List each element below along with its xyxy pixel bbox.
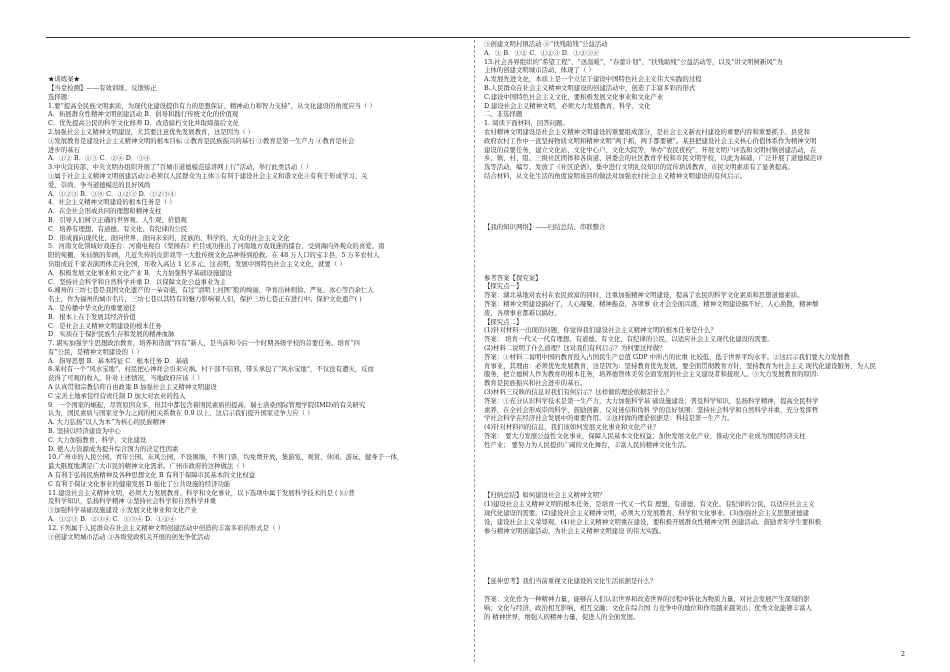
right-blank-space (484, 535, 900, 577)
right-text-line: 响；文化与经济、政治相互影响，相互交融；文化在综合国 力竞争中的地位和作用越来越突出；优秀文化能够丰富人 (484, 603, 812, 612)
left-text-line: 【当堂检测】——有效训练、反馈矫正 (48, 83, 157, 92)
left-text-line: D．形成面向现代化、面向世界、面向未来的，民族的、科学的、大众的社会主义文化 (48, 233, 290, 242)
right-text-line: 现代化建设的需要。(2)建设社会主义精神文明，必须大力发展教育、科学和文化事业。(3)加强社会主义思想道德建 (484, 509, 809, 518)
right-text-line: 答案： 培育一代又一代有理想、有道德、有文化、有纪律的公民，以适应社会主义现代化建设的需要。 (484, 335, 774, 344)
right-text-line: 答案：湖北基地对农村在农民致富的同时，注重加强精神文明建设，提高了农民的科学文化素质和思想道德素质。 (484, 291, 804, 300)
right-text-line: 设，建设社会主义荣辱观。(4)社会主义精神文明重在建设，要积极开展群众性精神文明 创建活动。鼓励青年学生要积极 (484, 517, 822, 526)
right-blank-space (484, 232, 900, 274)
left-text-line: A. 大力弘扬“以人为本”为核心的民族精神 (48, 418, 166, 427)
left-spacer (48, 58, 468, 67)
left-text-line: C．优先提高公民的科学文化修养 D．改造腐朽文化并取缔落后文化 (48, 119, 239, 128)
left-text-line: 2.加强社会主义精神文明建设，尤其要注意优先发展教育，这是因为（ ） (48, 127, 255, 136)
left-text-line: A．指导思想 B．基本特征 C．根本任务 D．基础 (48, 356, 189, 365)
left-text-line: A．①②③ B．③④ C．①②③ D．①②③④ (48, 189, 176, 198)
right-text-line: 答案： 要大力发展公益性文化事业，保障人民基本文化权益；加快发展文化产业，推动文化产业成为国民经济支柱 (484, 431, 806, 440)
right-text-line: 【延伸思考】我们当前重视文化建设的文化生活依据是什么？ (484, 577, 657, 586)
left-text-line: 员组成近千家表演团体走向全国，年收入高达 1 亿多元。这表明，发展中国特色社会主义文化，就要（ ） (48, 259, 346, 268)
right-text-line: 建设的首要任务，建立文化站、文化中心户、文化大院等，举办“农民夜校”，开展文明户评选和文明村镇创建活动，在 (484, 145, 817, 154)
right-text-line: 参与精神文明创建活动，为社会主义精神文明建设 的伟大实践。 (484, 526, 665, 535)
right-text-line: 答案：文化作为一种精神力量，能够在人们认识世界和改造世界的过程中转化为物质力量，对社会发展产生深刻的影 (484, 595, 810, 604)
left-text-line: C．坚持社会科学和自然科学并重 D．以保障文化公益事业为主 (48, 277, 227, 286)
left-text-line: B. 坚持以经济建设为中心 (48, 427, 121, 436)
left-text-line: 6.湘州的三坊七巷是我国文化遗产的一朵奇葩，有过“清明上河图”般的绚丽，孕育出林则徐、严复、冰心等百余仁人 (48, 286, 374, 295)
right-column (484, 40, 900, 621)
right-text-line: 素养，在全社会形成崇尚科学、鼓励创新、反对迷信和伪科 学的良好氛围；坚持社会科学和自然科学并重，充分发挥哲 (484, 405, 819, 414)
left-text-line: 5．河南文化领域好戏连台：河南电视台《梨园春》栏目成功推出了河南地方戏戏迷的擂台，受到海内外观众的喜爱。南 (48, 242, 385, 251)
right-text-line: 性产业； 要努力为人民提供广阔的文化舞台，丰富人民的精神文化生活。 (484, 440, 691, 449)
right-text-line: (4)针对材料四的信息，我们该如何发展文化事业和文化产业？ (484, 423, 660, 432)
right-text-line: 乡、镇、村、组、三级社区团体和各街道、居委会的社区教育学校和市民文明学校，以此为基础，广泛开展了道德模范评 (484, 154, 823, 163)
left-text-line: 3.中央宣传部、中央文明办组织开展了“百城市道德模范巡讲网上行”活动，举行此类活动（ ） (48, 163, 312, 172)
left-text-line: ★训练案★ (48, 75, 80, 84)
right-text-line: ③创建文明村镇活动 ④“扶残助残”公益活动 (484, 40, 608, 48)
right-text-line: B.人民群众在社会主义精神文明建设的创建活动中，创造了丰富多彩的形式 (484, 83, 696, 92)
right-text-line: 农村精神文明建设是社会主义精神文明建设的重要组成部分，是社会主义新农村建设的重要内容和重要抓手。县党和 (484, 127, 810, 136)
left-text-line: ①发展教育是建设社会主义精神文明的根本目标 ②教育是民族振兴的基石 ③教育是第一生产力 ④教育是社会 (48, 136, 355, 145)
left-text-line: 1.要“提高全民族文明素质，为现代化建设提供有力的思想保证、精神动力和智力支持”，从文化建设的角度应当（ ） (48, 101, 376, 110)
right-blank-space (484, 449, 900, 491)
right-text-line: 主体的创建文明城市活动，体现了（ ） (484, 66, 595, 75)
right-text-line: A.发展先进文化，本质上是一个立足于建设中国特色社会主义伟大实践的过程 (484, 75, 702, 84)
left-text-line: A．积极发展文化事业和文化产业 B．大力加强科学基础设施建设 (48, 268, 232, 277)
left-text-line: B．引导人们树立正确的世界观、人生观、价值观 (48, 215, 187, 224)
right-text-line: 选等活动，编写、发放了《社区论语》，集中进行文明礼仪知识的宣传培训教育，市民文明素质有了显著提高。 (484, 163, 794, 172)
left-text-line: A．在全社会形成共同的理想和精神支柱 (48, 207, 162, 216)
left-text-line: 有”公民，是精神文明建设的（ ） (48, 347, 143, 356)
left-column (48, 40, 468, 541)
left-text-line: C. 大力加强教育、科学、文化建设 (48, 435, 147, 444)
right-text-line: 教育是民族振兴和社会进步的基石。 (484, 379, 587, 388)
right-text-line: 学社会科学在经济社会发展中的重要作用。②这样做的理论依据是：科技是第一生产力。 (484, 414, 734, 423)
left-text-line: D．实质在于保护民族生存和发展的精神血脉 (48, 330, 175, 339)
right-text-line: 13.社会各界组织的“希望工程”、“送温暖”、“春蕾计划”、“扶残助残”公益活动等，以及“讲文明树新风”为 (484, 57, 783, 66)
left-text-line: 进步的基石 (48, 145, 80, 154)
left-text-line: 名士，作为福州的城市名片，三坊七巷以其特有的魅力影响着人们，保护三坊七巷正在进行中。保护文化遗产( ) (48, 295, 362, 304)
left-text-line: A．是传播中华文化的重要途径 (48, 303, 136, 312)
left-text-line: B．根本上在于发展其经济价值 (48, 312, 136, 321)
right-text-line: A．① B．①② C．①②③ D．①②③④ (484, 48, 599, 57)
right-text-line: (2)材料二说明了什么道理？这对我们有何启示？为何要这样做？ (484, 343, 666, 352)
left-text-line: 9．一个国家的崛起，尽管原因众多，但其中都包含着国民素质的提高，瑞士洛桑国际管理学院(IMD)的有关研究 (48, 400, 366, 409)
left-spacer (48, 40, 468, 49)
right-text-line: 废，各项事业都难以搞好。 (484, 308, 561, 317)
right-text-line: 结合材料，从文化生活的角度说明该县的做法对加强农村社会主义精神文明建设的有何启示。 (484, 171, 747, 180)
left-text-line: ①创建文明城市活动 ②各级党政机关开展的创先争优活动 (48, 532, 210, 541)
left-text-line: 12.下列属于人民群众在社会主义精神文明创建活动中创造的丰富多彩的形式是（ ） (48, 523, 284, 532)
right-text-line: 的 精神世界，增强人的精神力量，促进人的全面发展。 (484, 612, 640, 621)
left-text-line: C 完善土地承包经营责任制 D 加大对农业的投入 (48, 391, 186, 400)
left-text-line: ①属于社会主义精神文明创建活动②必须以人民群众为主体③有利于建设社会主义和谐文化④有利于形成学习、关 (48, 171, 368, 180)
left-text-line: 8.某村有一个“风水宝地”，村民把心神祥会引来灾祸。村干部不信邪，带头承包了“风水宝地”，不仅没有遭灾，反而 (48, 365, 374, 374)
right-blank-space (484, 181, 900, 223)
left-text-line: A．①②③ B．②③④ C．①③④ D．①②④ (48, 515, 176, 524)
right-text-line: 1. 阅读下面材料，回答问题。 (484, 119, 569, 128)
left-text-line: 获得了可观的收入，针对上述情况，当地政府应该（ ） (48, 374, 204, 383)
right-text-line: 参考答案【探究案】 (484, 273, 542, 282)
left-text-line: 认为，国民素质与国家竞争力之间的相关系数在 0.9 以上，这启示我们提升国家竞争力应（ ） (48, 409, 314, 418)
top-rule (46, 37, 910, 38)
left-text-line: 选择题： (48, 92, 74, 101)
left-text-line: D. 使人力资源成为提升综合国力的决定性因素 (48, 444, 179, 453)
left-text-line: C 有利于保证文化事业的健康发展 D 强化了公共设施的经济功能 (48, 479, 231, 488)
right-text-line: C.建设中国特色社会主义文化，要积极发展文化事业和文化产业 (484, 92, 664, 101)
left-text-line: C．是社会主义精神文明建设的根本任务 (48, 321, 162, 330)
left-text-line: A 有利于弘扬民族精神及各种思想文化 B 有利于保障市民基本的文化权益 (48, 471, 256, 480)
left-text-line: ③加强科学基础设施建设 ④发展文化事业和文化产业 (48, 506, 198, 515)
left-text-line: C．培养有理想、有道德、有文化、有纪律的公民 (48, 224, 188, 233)
left-text-line: 7. 堪实加强学生思想政治教育，培养和造就“四有”新人，是当前和今后一个时期各级学校的首要任务。培育“四 (48, 339, 360, 348)
right-text-line: 育事业，其理由：必须优先发展教育，这是因为：坚持教育优先发展，要全面贯彻教育方针，坚持教育为社会主义 现代化建设服务、为人民 (484, 361, 876, 370)
right-text-line: 【探究点一】 (484, 282, 523, 291)
right-text-line: 二、非选择题 (484, 110, 523, 119)
right-text-line: 【归纳总结】如何建设社会主义精神文明？ (484, 491, 606, 500)
right-text-line: (3)材料三反映的信息对我们有何启示？这样做的理论依据是什么？ (484, 387, 672, 396)
right-spacer (484, 586, 900, 595)
left-text-line: 11.建设社会主义精神文明，必须大力发展教育、科学和文化事业，以下选项中属于发展科学技术的是 ( )①普 (48, 488, 355, 497)
right-text-line: 【探究点二】 (484, 317, 523, 326)
column-divider (474, 40, 475, 662)
right-text-line: 答案：①材料二说明中国的教育投入占国民生产总值 GDP 中所占的比重 比较低，低于世界平均水平。②这启示我们要大力发展教 (484, 352, 850, 361)
right-text-line: D.建设社会主义精神文明，必须大力发展教育、科学、文化 (484, 101, 651, 110)
left-text-line: A．①② B．①③ C．②④ D．③④ (48, 154, 151, 163)
right-text-line: (1)针对材料一出现的问题，你觉得我们建设社会主义精神文明的根本任务是什么？ (484, 326, 717, 335)
left-spacer (48, 66, 468, 75)
left-text-line: 及科学知识，弘扬科学精神 ②坚持社会科学和自然科学并重 (48, 497, 217, 506)
page-number: 2 (901, 650, 906, 658)
left-text-line: 4．社会主义精神文明建设的根本任务是（ ） (48, 198, 176, 207)
right-text-line: 答案：①充分认识科学技术是第一生产力，大力加强科学基 础设施建设；普及科学知识，弘扬科学精神，提高全民科学 (484, 396, 819, 405)
right-text-line: (1)建设社会主义精神文明的根本任务，是培育一代又一代有 理想、有道德、有文化、有纪律的公民，以适应社会主义 (484, 500, 815, 509)
left-spacer (48, 49, 468, 58)
left-text-line: 阳的宛棚、朱仙镇的年画，几近失传的皮影戏等一大批传统文化品种得到抢救。在 48 万人口的宝丰县，5 万多农村人 (48, 251, 380, 260)
left-text-line: A．拓展群众性精神文明创建活动 B．倡导和践行传统文化的价值观 (48, 110, 239, 119)
right-text-line: 政府农村工作中一直坚持物质文明和精神文明“两手抓，两手都要硬”。某县把建设社会主义核心价值体系作为精神文明 (484, 136, 817, 145)
left-text-line: 爱、崇尚、争当道德模范的良好风尚 (48, 180, 151, 189)
left-text-line: A 认真贯彻宗教信仰自由政策 B 加强社会主义精神文明建设 (48, 383, 217, 392)
right-text-line: 服务，把立德树人作为教育的根本任务，培养德智体美劳全面发展的社会主义建设者和接班人。③大力发展教育的原因： (484, 370, 823, 379)
left-text-line: 10.广州市的人民公园、青年公园、东风公园，不设围墙，不售门票，均免费开放，集游览、观赏、休闲、游玩、健身于一体， (48, 453, 404, 462)
left-text-line: 最大限度地满足广大市民的精神文化需求。广州市政府的这种做法（ ） (48, 462, 249, 471)
right-text-line: 【我的知识网络】——归结总结、串联整合 (484, 222, 606, 231)
right-text-line: 答案：精神文明建设搞好了，人心凝聚，精神振奋，各项事 业才会全面兴盛，精神文明建设搞不好，人心涣散，精神颓 (484, 299, 819, 308)
